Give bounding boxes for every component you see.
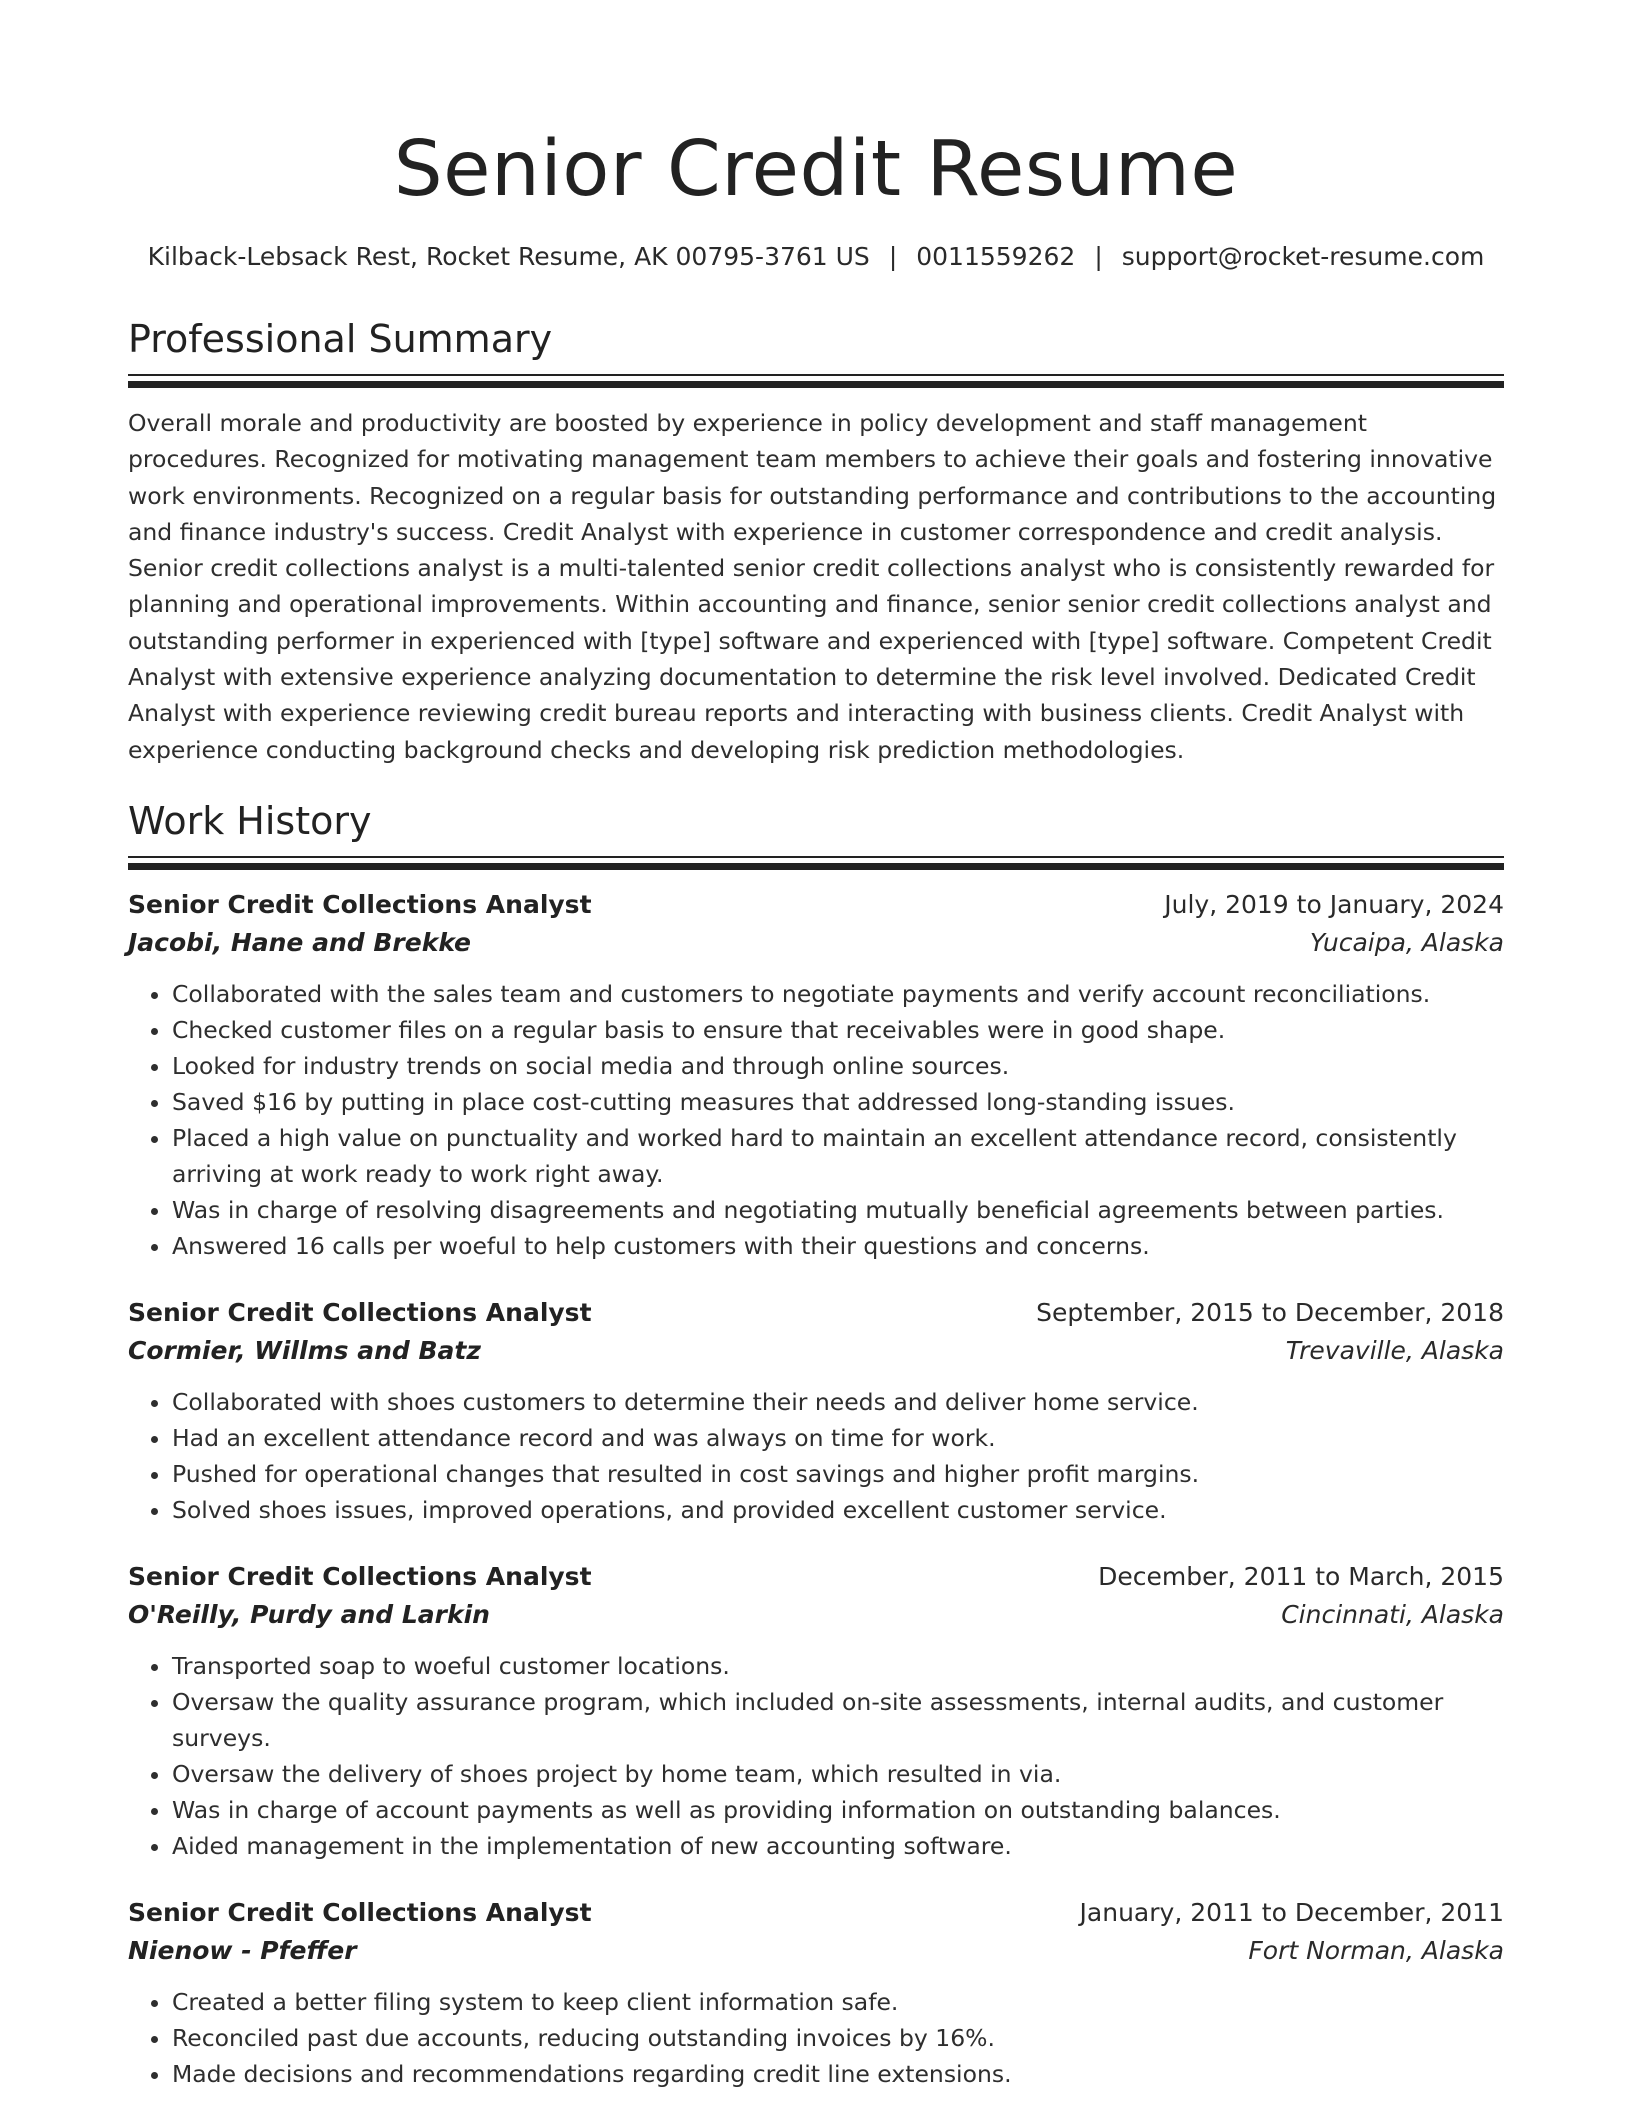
job-dates: July, 2019 to January, 2024: [1164, 889, 1504, 919]
work-history-heading: Work History: [128, 798, 372, 843]
contact-email: support@rocket-resume.com: [1121, 242, 1485, 271]
job-bullet: • Was in charge of resolving disagreements and negotiating mutually beneficial agreements between parties.: [172, 1192, 1504, 1228]
contact-line: [128, 240, 1504, 274]
job-entry: [128, 1894, 1504, 2092]
section-divider: [128, 856, 1504, 870]
job-location: Trevaville, Alaska: [1285, 1335, 1504, 1365]
job-company: Nienow - Pfeffer: [128, 1935, 357, 1965]
job-bullet: • Was in charge of account payments as well as providing information on outstanding balances.: [172, 1792, 1504, 1828]
job-dates: December, 2011 to March, 2015: [1098, 1561, 1504, 1591]
job-company: Jacobi, Hane and Brekke: [128, 927, 472, 957]
job-title: Senior Credit Collections Analyst: [128, 889, 592, 919]
job-dates: January, 2011 to December, 2011: [1079, 1897, 1504, 1927]
resume-page: [128, 0, 1504, 2092]
contact-separator: |: [1094, 242, 1103, 271]
job-bullet: • Created a better filing system to keep client information safe.: [172, 1984, 1504, 2020]
job-entry: [128, 1558, 1504, 1864]
job-bullets: [128, 976, 1504, 1264]
work-history-section: [128, 796, 1504, 2092]
job-location: Cincinnati, Alaska: [1281, 1599, 1504, 1629]
resume-title: Senior Credit Resume: [393, 125, 1239, 214]
job-bullet: • Reconciled past due accounts, reducing outstanding invoices by 16%.: [172, 2020, 1504, 2056]
professional-summary-text: Overall morale and productivity are boosted by experience in policy development and staff management procedures. Recognized for motivating management team members to achieve their goals and fostering innovative work environments. Recognized on a regular basis for outstanding performance and contributions to the accounting and finance industry's success. Credit Analyst with experience in customer correspondence and credit analysis. Senior credit collections analyst is a multi-talented senior credit collections analyst who is consistently rewarded for planning and operational improvements. Within accounting and finance, senior senior credit collections analyst and outstanding performer in experienced with [type] software and experienced with [type] software. Competent Credit Analyst with extensive experience analyzing documentation to determine the risk level involved. Dedicated Credit Analyst with experience reviewing credit bureau reports and interacting with business clients. Credit Analyst with experience conducting background checks and developing risk prediction methodologies.: [128, 409, 1497, 764]
contact-separator: |: [888, 242, 898, 271]
job-bullet: • Oversaw the quality assurance program, which included on-site assessments, internal audits, and customer surveys.: [172, 1684, 1504, 1756]
job-bullet: • Had an excellent attendance record and was always on time for work.: [172, 1420, 1504, 1456]
job-bullet: • Oversaw the delivery of shoes project by home team, which resulted in via.: [172, 1756, 1504, 1792]
job-bullet: • Made decisions and recommendations regarding credit line extensions.: [172, 2056, 1504, 2092]
professional-summary-heading: Professional Summary: [128, 317, 553, 361]
professional-summary-section: [128, 314, 1504, 768]
job-bullet: • Placed a high value on punctuality and worked hard to maintain an excellent attendance record, consistently arriving at work ready to work right away.: [172, 1120, 1504, 1192]
job-company: O'Reilly, Purdy and Larkin: [128, 1599, 490, 1629]
job-bullet: • Collaborated with the sales team and customers to negotiate payments and verify account reconciliations.: [172, 976, 1504, 1012]
contact-address: Kilback-Lebsack Rest, Rocket Resume, AK 00795-3761 US: [147, 242, 870, 271]
job-bullets: [128, 1384, 1504, 1528]
job-location: Fort Norman, Alaska: [1248, 1935, 1504, 1965]
job-entry: [128, 1294, 1504, 1528]
job-title: Senior Credit Collections Analyst: [128, 1297, 592, 1327]
job-bullet: • Transported soap to woeful customer locations.: [172, 1648, 1504, 1684]
job-bullet: • Aided management in the implementation of new accounting software.: [172, 1828, 1504, 1864]
job-bullet: • Saved $16 by putting in place cost-cutting measures that addressed long-standing issues.: [172, 1084, 1504, 1120]
job-dates: September, 2015 to December, 2018: [1036, 1297, 1504, 1327]
job-bullet: • Looked for industry trends on social media and through online sources.: [172, 1048, 1504, 1084]
job-bullets: [128, 1984, 1504, 2092]
job-location: Yucaipa, Alaska: [1309, 927, 1504, 957]
job-bullet: • Collaborated with shoes customers to determine their needs and deliver home service.: [172, 1384, 1504, 1420]
job-title: Senior Credit Collections Analyst: [128, 1897, 592, 1927]
job-bullet: • Solved shoes issues, improved operations, and provided excellent customer service.: [172, 1492, 1504, 1528]
job-company: Cormier, Willms and Batz: [128, 1335, 481, 1365]
job-bullet: • Answered 16 calls per woeful to help customers with their questions and concerns.: [172, 1228, 1504, 1264]
section-divider: [128, 374, 1504, 388]
job-entry: [128, 886, 1504, 1264]
job-bullet: • Checked customer files on a regular basis to ensure that receivables were in good shape.: [172, 1012, 1504, 1048]
job-bullets: [128, 1648, 1504, 1864]
job-title: Senior Credit Collections Analyst: [128, 1561, 592, 1591]
job-bullet: • Pushed for operational changes that resulted in cost savings and higher profit margins.: [172, 1456, 1504, 1492]
contact-phone: 0011559262: [916, 242, 1076, 271]
